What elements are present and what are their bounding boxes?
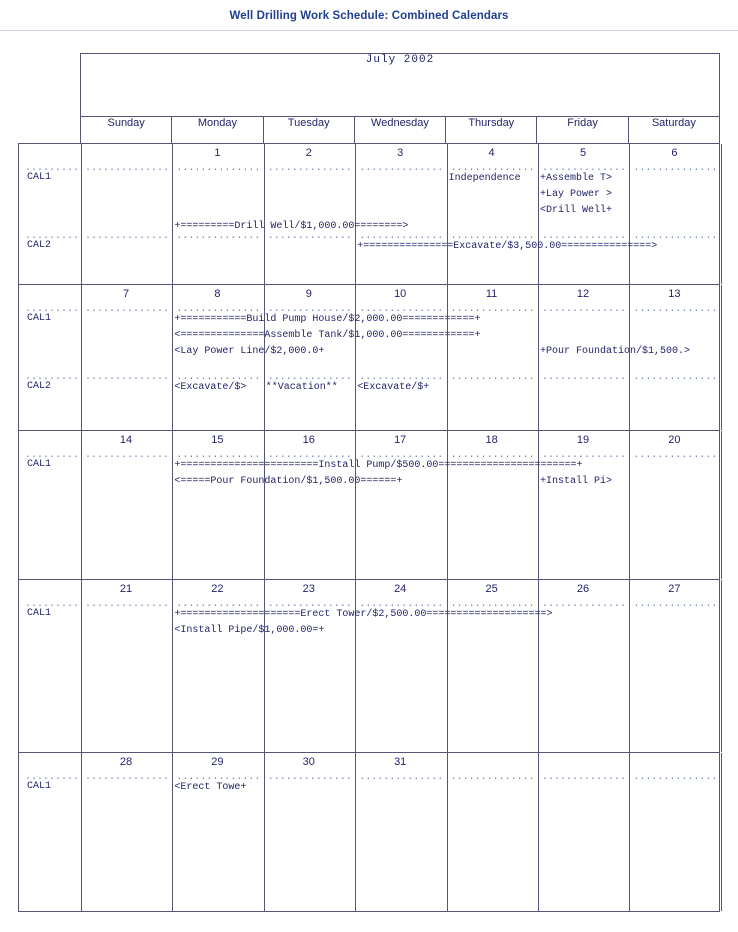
day-number[interactable]: 15 — [211, 434, 224, 446]
grid-line — [264, 144, 265, 284]
schedule-bar[interactable]: +===============Excavate/$3,500.00===============> — [357, 241, 658, 252]
schedule-bar[interactable]: <=====Pour Foundation/$1,500.00======+ — [174, 476, 403, 487]
calendar-header-table — [18, 53, 720, 144]
dotted-separator: .............. — [359, 304, 444, 315]
day-number[interactable]: 18 — [485, 434, 498, 446]
dotted-separator: .............. — [359, 599, 444, 610]
dow-corner-blank — [18, 117, 81, 144]
dotted-separator: .............. — [267, 450, 352, 461]
day-number[interactable]: 8 — [214, 288, 221, 300]
day-number[interactable]: 30 — [302, 756, 315, 768]
dotted-separator: .............. — [633, 372, 718, 383]
grid-line — [447, 285, 448, 430]
month-header-row — [18, 54, 720, 117]
grid-line — [81, 431, 82, 579]
dotted-separator: .............. — [267, 163, 352, 174]
grid-line — [264, 580, 265, 752]
dotted-separator: ......... — [25, 372, 80, 383]
day-number[interactable]: 4 — [488, 147, 495, 159]
dow-thursday: Thursday — [446, 117, 537, 144]
day-number[interactable]: 31 — [394, 756, 407, 768]
day-number[interactable]: 26 — [576, 583, 590, 595]
schedule-bar[interactable]: +Assemble T> — [540, 173, 613, 184]
day-number[interactable]: 9 — [305, 288, 312, 300]
dow-saturday: Saturday — [628, 117, 719, 144]
grid-line — [721, 580, 722, 752]
grid-line — [81, 580, 82, 752]
dotted-separator: .............. — [85, 231, 170, 242]
dotted-separator: .............. — [542, 304, 627, 315]
dotted-separator: .............. — [267, 304, 352, 315]
dow-tuesday: Tuesday — [263, 117, 354, 144]
day-number[interactable]: 7 — [122, 288, 130, 300]
grid-line — [355, 431, 356, 579]
day-number[interactable]: 28 — [119, 756, 133, 768]
day-number[interactable]: 24 — [394, 583, 407, 595]
day-number[interactable]: 23 — [302, 583, 315, 595]
calendar-label-cal1: CAL1 — [27, 172, 52, 183]
grid-line — [447, 753, 448, 911]
day-number[interactable]: 10 — [394, 288, 407, 300]
grid-line — [721, 431, 722, 579]
day-number[interactable]: 27 — [668, 583, 681, 595]
dow-wednesday: Wednesday — [354, 117, 445, 144]
dotted-separator: .............. — [542, 163, 627, 174]
dotted-separator: .............. — [450, 304, 535, 315]
dotted-separator: ......... — [25, 163, 80, 174]
grid-line — [447, 431, 448, 579]
day-number[interactable]: 22 — [211, 583, 224, 595]
grid-line — [447, 144, 448, 284]
dotted-separator: ......... — [25, 772, 80, 783]
dotted-separator: .............. — [359, 231, 444, 242]
day-number[interactable]: 5 — [579, 147, 587, 159]
week-row — [18, 284, 720, 431]
dotted-separator: .............. — [542, 372, 627, 383]
dotted-separator: .............. — [633, 450, 718, 461]
grid-line — [629, 431, 630, 579]
day-number[interactable]: 11 — [485, 288, 498, 300]
dotted-separator: .............. — [176, 450, 261, 461]
calendar-label-cal1: CAL1 — [27, 781, 52, 792]
dotted-separator: .............. — [85, 372, 170, 383]
grid-line — [355, 285, 356, 430]
month-title: July 2002 — [81, 54, 720, 117]
schedule-bar[interactable]: <Install Pipe/$1,000.00=+ — [174, 625, 325, 636]
dow-friday: Friday — [537, 117, 628, 144]
dow-monday: Monday — [172, 117, 263, 144]
dotted-separator: .............. — [450, 231, 535, 242]
dotted-separator: .............. — [176, 599, 261, 610]
dotted-separator: .............. — [542, 450, 627, 461]
schedule-bar[interactable]: <Drill Well+ — [540, 205, 613, 216]
day-number[interactable]: 21 — [119, 583, 133, 595]
grid-line — [629, 144, 630, 284]
dotted-separator: .............. — [633, 304, 718, 315]
grid-line — [721, 753, 722, 911]
grid-line — [721, 285, 722, 430]
schedule-bar[interactable]: <Excavate/$+ — [357, 382, 430, 393]
dotted-separator: ......... — [25, 231, 80, 242]
dotted-separator: ......... — [25, 450, 80, 461]
dotted-separator: .............. — [85, 599, 170, 610]
grid-line — [264, 753, 265, 911]
grid-line — [538, 580, 539, 752]
day-number[interactable]: 25 — [485, 583, 498, 595]
dotted-separator: ......... — [25, 599, 80, 610]
week-rows-host — [18, 143, 720, 912]
grid-line — [538, 753, 539, 911]
day-number[interactable]: 14 — [119, 434, 133, 446]
dotted-separator: .............. — [633, 772, 718, 783]
dotted-separator: .............. — [450, 450, 535, 461]
grid-line — [264, 431, 265, 579]
day-number[interactable]: 12 — [576, 288, 590, 300]
calendar-label-cal2: CAL2 — [27, 240, 52, 251]
dotted-separator: ......... — [25, 304, 80, 315]
dotted-separator: .............. — [450, 372, 535, 383]
calendar-container — [18, 53, 720, 912]
dotted-separator: .............. — [267, 772, 352, 783]
grid-line — [172, 580, 173, 752]
calendar-label-cal1: CAL1 — [27, 313, 52, 324]
dotted-separator: .............. — [176, 163, 261, 174]
dotted-separator: .............. — [85, 450, 170, 461]
grid-line — [538, 144, 539, 284]
grid-line — [81, 285, 82, 430]
dotted-separator: .............. — [450, 772, 535, 783]
dotted-separator: .............. — [359, 163, 444, 174]
day-number[interactable]: 13 — [668, 288, 681, 300]
schedule-bar[interactable]: +Lay Power > — [540, 189, 613, 200]
week-row — [18, 143, 720, 285]
grid-line — [538, 285, 539, 430]
day-number[interactable]: 19 — [576, 434, 590, 446]
day-number[interactable]: 16 — [302, 434, 315, 446]
grid-line — [81, 144, 82, 284]
schedule-bar[interactable]: +Install Pi> — [540, 476, 613, 487]
dotted-separator: .............. — [359, 372, 444, 383]
grid-line — [355, 753, 356, 911]
dotted-separator: .............. — [85, 772, 170, 783]
day-number[interactable]: 2 — [305, 147, 312, 159]
schedule-bar[interactable]: +===========Build Pump House/$2,000.00============+ — [174, 314, 481, 325]
dotted-separator: .............. — [267, 231, 352, 242]
grid-line — [538, 431, 539, 579]
week-row — [18, 579, 720, 753]
calendar-label-cal1: CAL1 — [27, 459, 52, 470]
grid-line — [172, 753, 173, 911]
schedule-bar[interactable]: **Vacation** — [265, 382, 338, 393]
dotted-separator: .............. — [542, 231, 627, 242]
schedule-bar[interactable]: <Erect Towe+ — [174, 782, 247, 793]
title-divider — [0, 30, 738, 31]
day-number[interactable]: 17 — [394, 434, 407, 446]
dotted-separator: .............. — [542, 599, 627, 610]
grid-line — [355, 144, 356, 284]
grid-line — [721, 144, 722, 284]
dotted-separator: .............. — [267, 372, 352, 383]
calendar-label-cal1: CAL1 — [27, 608, 52, 619]
dotted-separator: .............. — [633, 231, 718, 242]
grid-line — [629, 753, 630, 911]
page-title: Well Drilling Work Schedule: Combined Calendars — [229, 10, 509, 22]
dotted-separator: .............. — [176, 231, 261, 242]
calendar-label-cal2: CAL2 — [27, 381, 52, 392]
dotted-separator: .............. — [633, 163, 718, 174]
schedule-bar[interactable]: <==============Assemble Tank/$1,000.00============+ — [174, 330, 481, 341]
day-number[interactable]: 6 — [671, 147, 678, 159]
dotted-separator: .............. — [176, 372, 261, 383]
day-number[interactable]: 1 — [214, 147, 221, 159]
schedule-bar[interactable]: Independence — [448, 173, 521, 184]
grid-line — [172, 285, 173, 430]
schedule-bar[interactable]: +====================Erect Tower/$2,500.00====================> — [174, 609, 553, 620]
dotted-separator: .............. — [359, 450, 444, 461]
grid-line — [172, 144, 173, 284]
day-number[interactable]: 3 — [397, 147, 404, 159]
dotted-separator: .............. — [85, 163, 170, 174]
dotted-separator: .............. — [176, 772, 261, 783]
week-row — [18, 752, 720, 912]
grid-line — [629, 580, 630, 752]
schedule-bar[interactable]: <Excavate/$> — [174, 382, 247, 393]
dotted-separator: .............. — [450, 163, 535, 174]
schedule-bar[interactable]: +=========Drill Well/$1,000.00========> — [174, 221, 409, 232]
dotted-separator: .............. — [85, 304, 170, 315]
dow-sunday: Sunday — [81, 117, 172, 144]
grid-line — [355, 580, 356, 752]
dotted-separator: .............. — [176, 304, 261, 315]
grid-line — [81, 753, 82, 911]
header-corner-blank — [18, 54, 81, 117]
dotted-separator: .............. — [359, 772, 444, 783]
dotted-separator: .............. — [542, 772, 627, 783]
schedule-bar[interactable]: +=======================Install Pump/$500.00=======================+ — [174, 460, 583, 471]
dotted-separator: .............. — [450, 599, 535, 610]
day-number[interactable]: 29 — [211, 756, 224, 768]
dotted-separator: .............. — [267, 599, 352, 610]
day-of-week-row — [18, 117, 720, 144]
grid-line — [172, 431, 173, 579]
week-row — [18, 430, 720, 580]
dotted-separator: .............. — [633, 599, 718, 610]
grid-line — [447, 580, 448, 752]
schedule-bar[interactable]: <Lay Power Line/$2,000.0+ — [174, 346, 325, 357]
day-number[interactable]: 20 — [668, 434, 681, 446]
schedule-bar[interactable]: +Pour Foundation/$1,500.> — [540, 346, 691, 357]
